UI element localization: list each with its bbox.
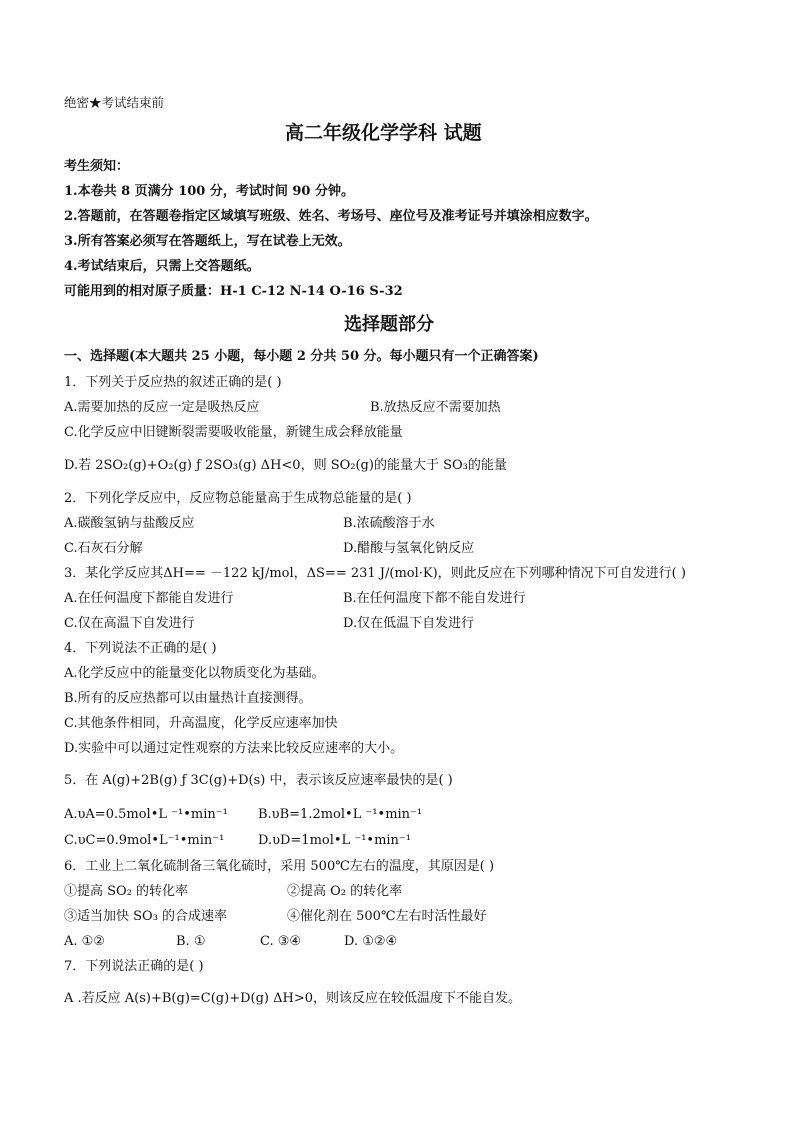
secret-mark: 绝密★考试结束前 bbox=[64, 95, 165, 110]
q2-stem: 2．下列化学反应中，反应物总能量高于生成物总能量的是( ) bbox=[64, 491, 412, 506]
q2-option-a: A.碳酸氢钠与盐酸反应 bbox=[64, 516, 195, 531]
notice-item-2: 2.答题前，在答题卷指定区域填写班级、姓名、考场号、座位号及准考证号并填涂相应数字。 bbox=[64, 209, 598, 224]
notice-item-1: 1.本卷共 8 页满分 100 分，考试时间 90 分钟。 bbox=[64, 184, 354, 199]
q4-option-b: B.所有的反应热都可以由量热计直接测得。 bbox=[64, 691, 312, 706]
q6-statement-3: ③适当加快 SO₃ 的合成速率 bbox=[64, 909, 228, 924]
q3-stem: 3．某化学反应其ΔH== －122 kJ/mol，ΔS== 231 J/(mol·K)，则此反应在下列哪种情况下可自发进行( ) bbox=[64, 566, 686, 581]
q6-option-c: C. ③④ bbox=[260, 934, 302, 949]
q3-option-c: C.仅在高温下自发进行 bbox=[64, 616, 195, 631]
notice-item-4: 4.考试结束后，只需上交答题纸。 bbox=[64, 259, 260, 274]
q6-option-a: A. ①② bbox=[64, 934, 105, 949]
section-instructions: 一、选择题(本大题共 25 小题，每小题 2 分共 50 分。每小题只有一个正确答案) bbox=[64, 349, 539, 364]
q2-option-c: C.石灰石分解 bbox=[64, 541, 143, 556]
q4-option-d: D.实验中可以通过定性观察的方法来比较反应速率的大小。 bbox=[64, 741, 404, 756]
q6-statement-4: ④催化剂在 500℃左右时活性最好 bbox=[287, 909, 487, 924]
q6-option-d: D. ①②④ bbox=[344, 934, 398, 949]
atomic-masses: 可能用到的相对原子质量：H-1 C-12 N-14 O-16 S-32 bbox=[64, 284, 403, 299]
q4-option-a: A.化学反应中的能量变化以物质变化为基础。 bbox=[64, 666, 325, 681]
q7-option-a: A .若反应 A(s)+B(g)=C(g)+D(g) ΔH>0，则该反应在较低温度下不能自发。 bbox=[64, 991, 522, 1006]
q1-option-a: A.需要加热的反应一定是吸热反应 bbox=[64, 400, 260, 415]
q6-statement-2: ②提高 O₂ 的转化率 bbox=[287, 884, 403, 899]
q1-stem: 1．下列关于反应热的叙述正确的是( ) bbox=[64, 375, 282, 390]
q4-option-c: C.其他条件相同，升高温度，化学反应速率加快 bbox=[64, 716, 338, 731]
q5-option-b: B.υB=1.2mol•L ⁻¹•min⁻¹ bbox=[258, 807, 423, 822]
q5-stem: 5．在 A(g)+2B(g) ƒ 3C(g)+D(s) 中，表示该反应速率最快的是( ) bbox=[64, 773, 453, 788]
q5-option-d: D.υD=1mol•L ⁻¹•min⁻¹ bbox=[258, 833, 411, 848]
q1-option-d: D.若 2SO₂(g)+O₂(g) ƒ 2SO₃(g) ΔH<0，则 SO₂(g)的能量大于 SO₃的能量 bbox=[64, 458, 507, 473]
q7-stem: 7．下列说法正确的是( ) bbox=[64, 959, 204, 974]
section-title: 选择题部分 bbox=[344, 314, 434, 335]
notice-heading: 考生须知： bbox=[64, 159, 130, 174]
q2-option-b: B.浓硫酸溶于水 bbox=[343, 516, 435, 531]
q6-option-b: B. ① bbox=[176, 934, 206, 949]
q3-option-a: A.在任何温度下都能自发进行 bbox=[64, 591, 234, 606]
q5-option-a: A.υA=0.5mol•L ⁻¹•min⁻¹ bbox=[64, 807, 228, 822]
q6-stem: 6．工业上二氧化硫制备三氧化硫时，采用 500℃左右的温度，其原因是( ) bbox=[64, 859, 495, 874]
notice-item-3: 3.所有答案必须写在答题纸上，写在试卷上无效。 bbox=[64, 234, 351, 249]
q1-option-b: B.放热反应不需要加热 bbox=[370, 400, 501, 415]
q5-option-c: C.υC=0.9mol•L⁻¹•min⁻¹ bbox=[64, 833, 225, 848]
q3-option-d: D.仅在低温下自发进行 bbox=[343, 616, 475, 631]
q3-option-b: B.在任何温度下都不能自发进行 bbox=[343, 591, 526, 606]
q4-stem: 4．下列说法不正确的是( ) bbox=[64, 641, 217, 656]
q6-statement-1: ①提高 SO₂ 的转化率 bbox=[64, 884, 189, 899]
page-title: 高二年级化学学科 试题 bbox=[285, 122, 482, 144]
q1-option-c: C.化学反应中旧键断裂需要吸收能量，新键生成会释放能量 bbox=[64, 425, 403, 440]
q2-option-d: D.醋酸与氢氧化钠反应 bbox=[343, 541, 475, 556]
